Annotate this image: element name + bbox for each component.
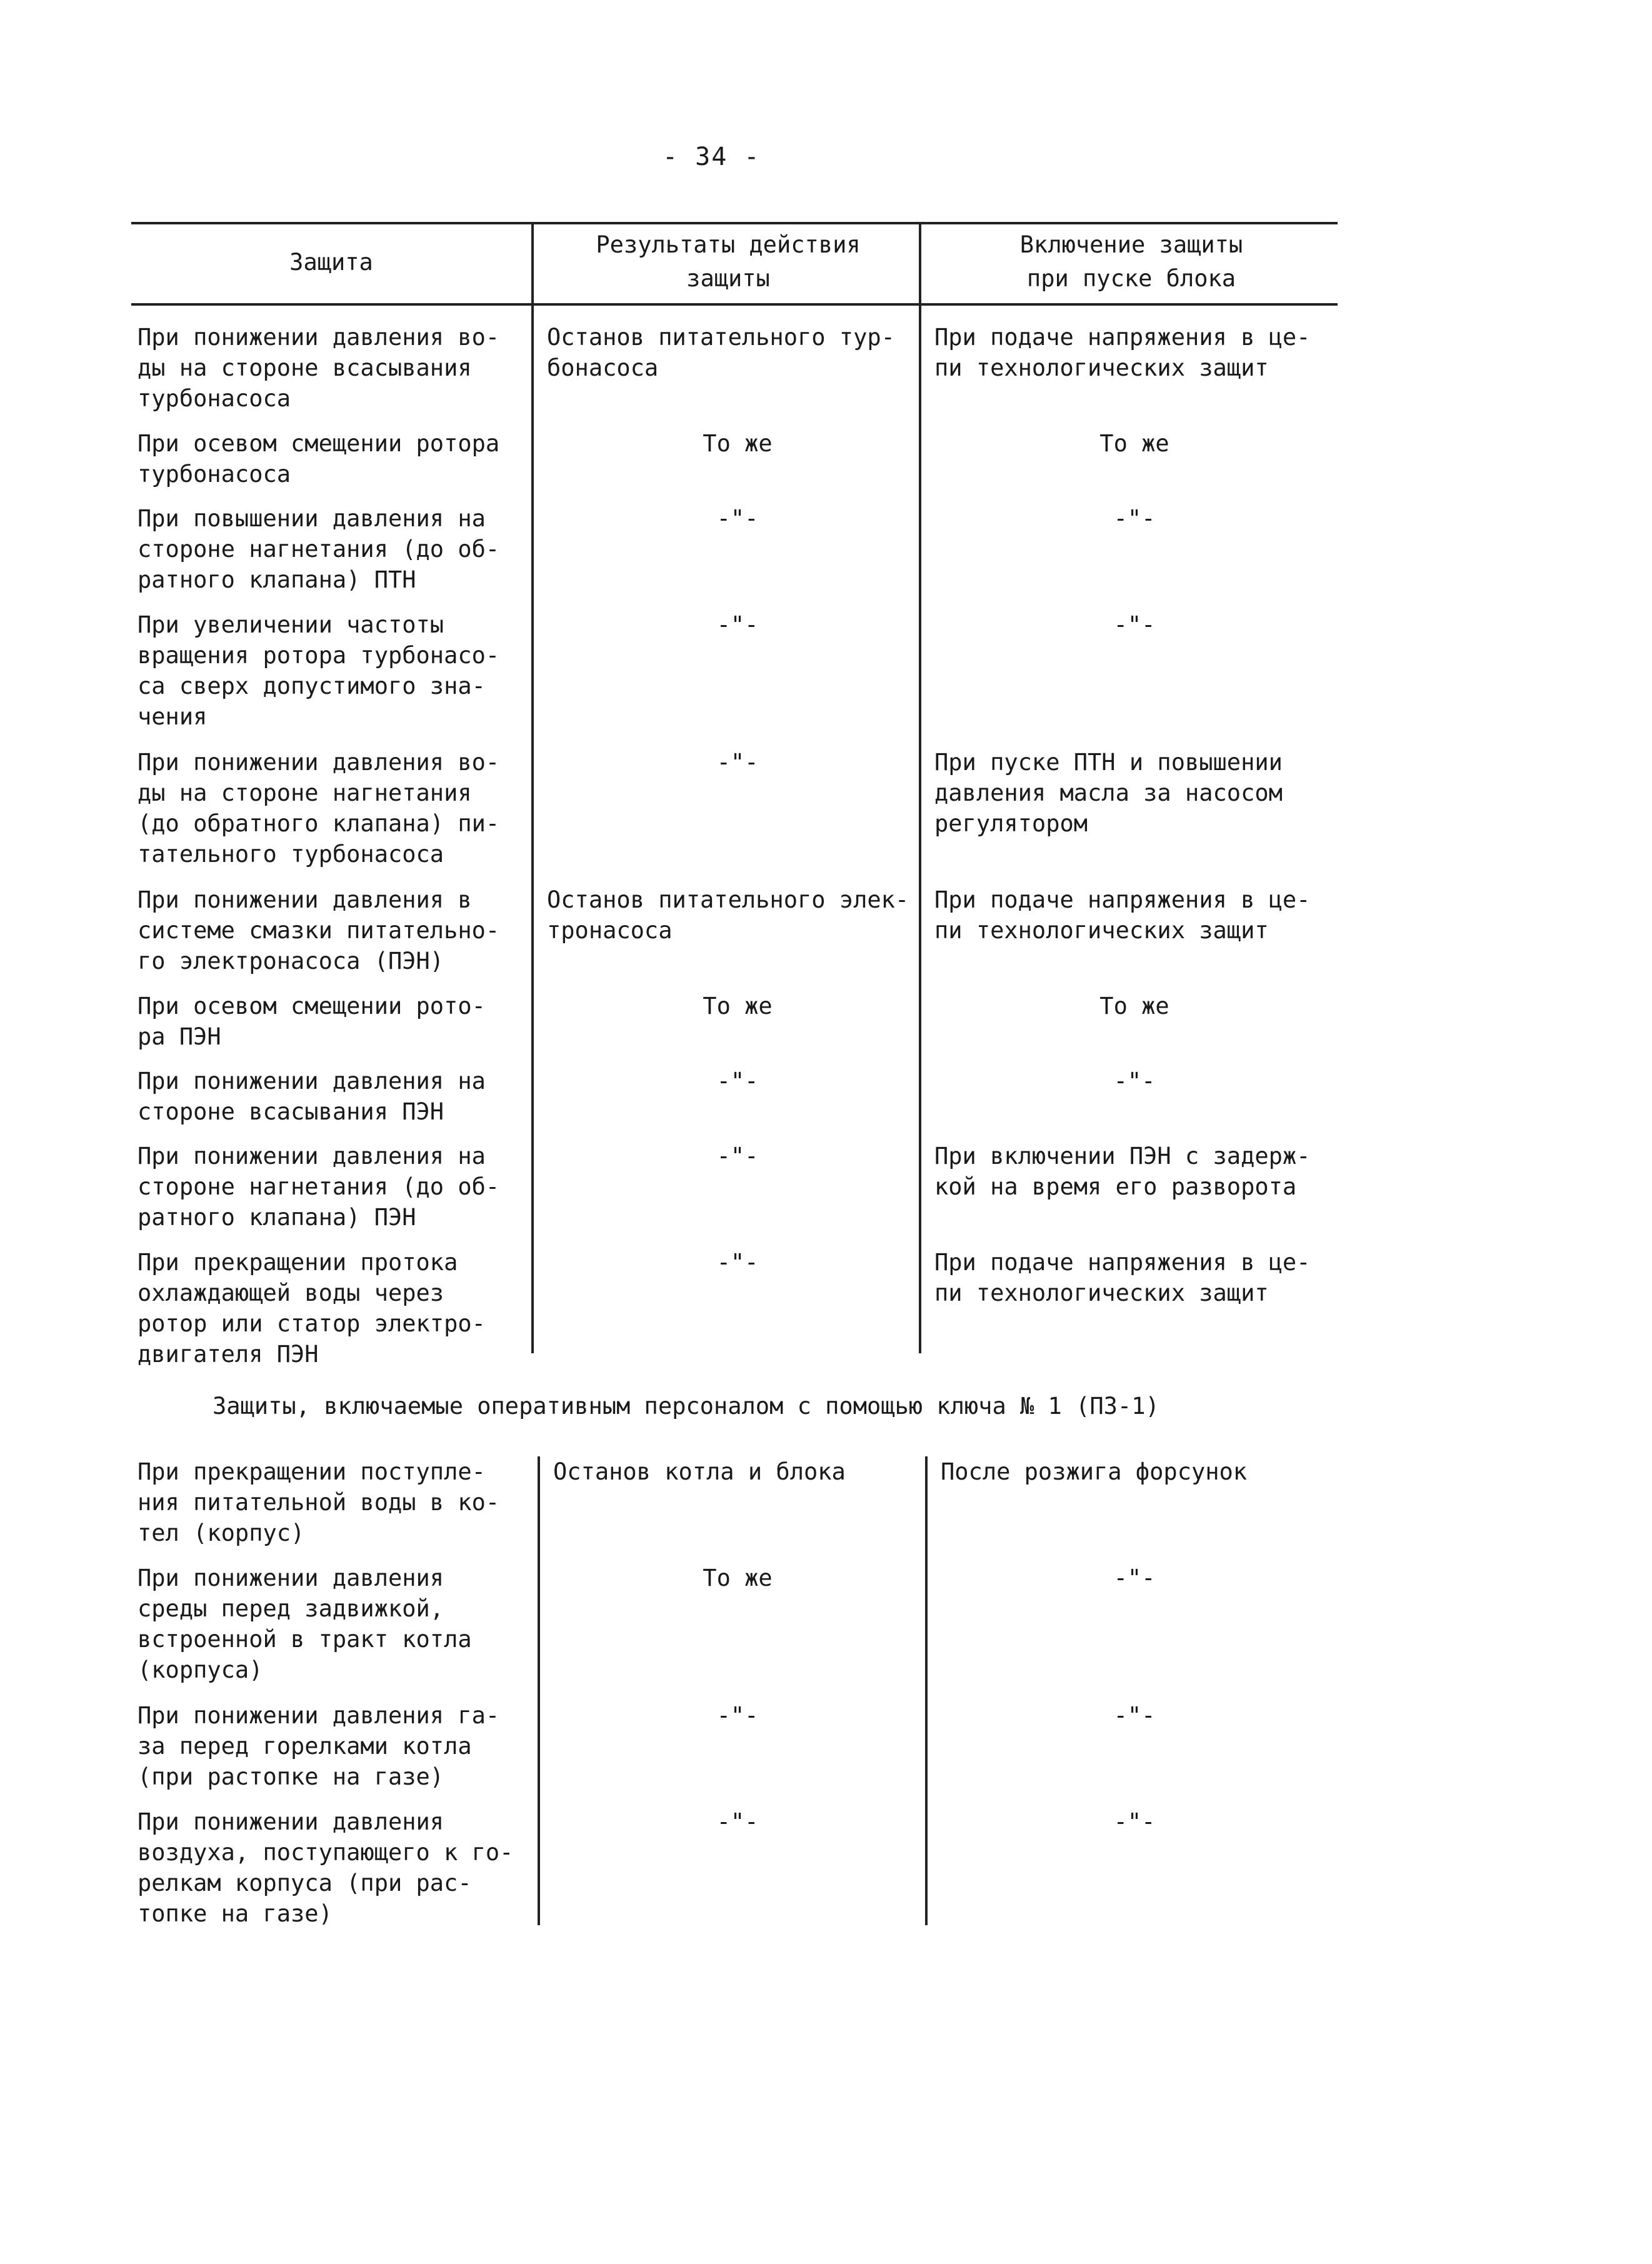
protection-cell: При понижении давления в системе смазки питательно- го электронасоса (ПЭН) [138,886,500,974]
header-activation: Включение защиты при пуске блока [1019,231,1243,292]
activation-cell: При пуске ПТН и повышении давления масла за насосом регулятором [934,749,1283,837]
page-number: - 34 - [663,143,761,171]
activation-cell: При подаче напряжения в це- пи технологических защит [934,1249,1311,1306]
result-cell: -"- [716,749,759,776]
activation-cell: При включении ПЭН с задерж- кой на время его разворота [934,1143,1311,1200]
result-cell: То же [703,993,773,1019]
activation-cell: -"- [1113,505,1156,532]
result-cell: Останов котла и блока [553,1458,846,1485]
activation-cell: -"- [1113,1068,1156,1094]
protection-cell: При повышении давления на стороне нагнетания (до об- ратного клапана) ПТН [138,505,500,593]
header-protection: Защита [289,249,373,276]
column-divider [919,222,921,1353]
protection-cell: При прекращении поступле- ния питательной воды в ко- тел (корпус) [138,1458,500,1546]
activation-cell: При подаче напряжения в це- пи технологических защит [934,324,1311,381]
result-cell: -"- [716,611,759,638]
activation-cell: То же [1099,993,1169,1019]
result-cell: Останов питательного тур- бонасоса [547,324,895,381]
protection-cell: При прекращении протока охлаждающей воды через ротор или статор электро- двигателя ПЭН [138,1249,486,1368]
protection-cell: При понижении давления среды перед задвижкой, встроенной в тракт котла (корпуса) [138,1565,472,1683]
protection-cell: При понижении давления во- ды на стороне всасывания турбонасоса [138,324,500,412]
result-cell: -"- [716,505,759,532]
result-cell: -"- [716,1249,759,1276]
result-cell: То же [703,430,773,457]
activation-cell: После розжига форсунок [941,1458,1248,1485]
protection-cell: При увеличении частоты вращения ротора турбонасо- са сверх допустимого зна- чения [138,611,500,730]
protection-cell: При понижении давления во- ды на стороне нагнетания (до обратного клапана) пи- тательного турбонасоса [138,749,500,868]
header-result: Результаты действия защиты [596,231,861,292]
result-cell: То же [703,1565,773,1591]
protection-cell: При понижении давления воздуха, поступающего к го- релкам корпуса (при рас- топке на газе) [138,1808,514,1927]
table-top-rule [131,222,1338,224]
protection-cell: При понижении давления га- за перед горелками котла (при растопке на газе) [138,1702,500,1790]
protection-cell: При осевом смещении рото- ра ПЭН [138,993,486,1050]
table-header-rule [131,303,1338,306]
activation-cell: То же [1099,430,1169,457]
activation-cell: -"- [1113,1702,1156,1729]
protection-cell: При осевом смещении ротора турбонасоса [138,430,500,488]
activation-cell: При подаче напряжения в це- пи технологических защит [934,886,1311,944]
result-cell: -"- [716,1702,759,1729]
activation-cell: -"- [1113,1565,1156,1591]
result-cell: Останов питательного элек- тронасоса [547,886,909,944]
protection-cell: При понижении давления на стороне нагнетания (до об- ратного клапана) ПЭН [138,1143,500,1231]
column-divider [531,222,534,1353]
activation-cell: -"- [1113,611,1156,638]
result-cell: -"- [716,1143,759,1170]
column-divider [538,1456,540,1925]
protection-cell: При понижении давления на стороне всасывания ПЭН [138,1068,486,1125]
column-divider [925,1456,928,1925]
section-title: Защиты, включаемые оперативным персоналом с помощью ключа № 1 (ПЗ-1) [213,1393,1159,1420]
result-cell: -"- [716,1808,759,1835]
result-cell: -"- [716,1068,759,1094]
activation-cell: -"- [1113,1808,1156,1835]
